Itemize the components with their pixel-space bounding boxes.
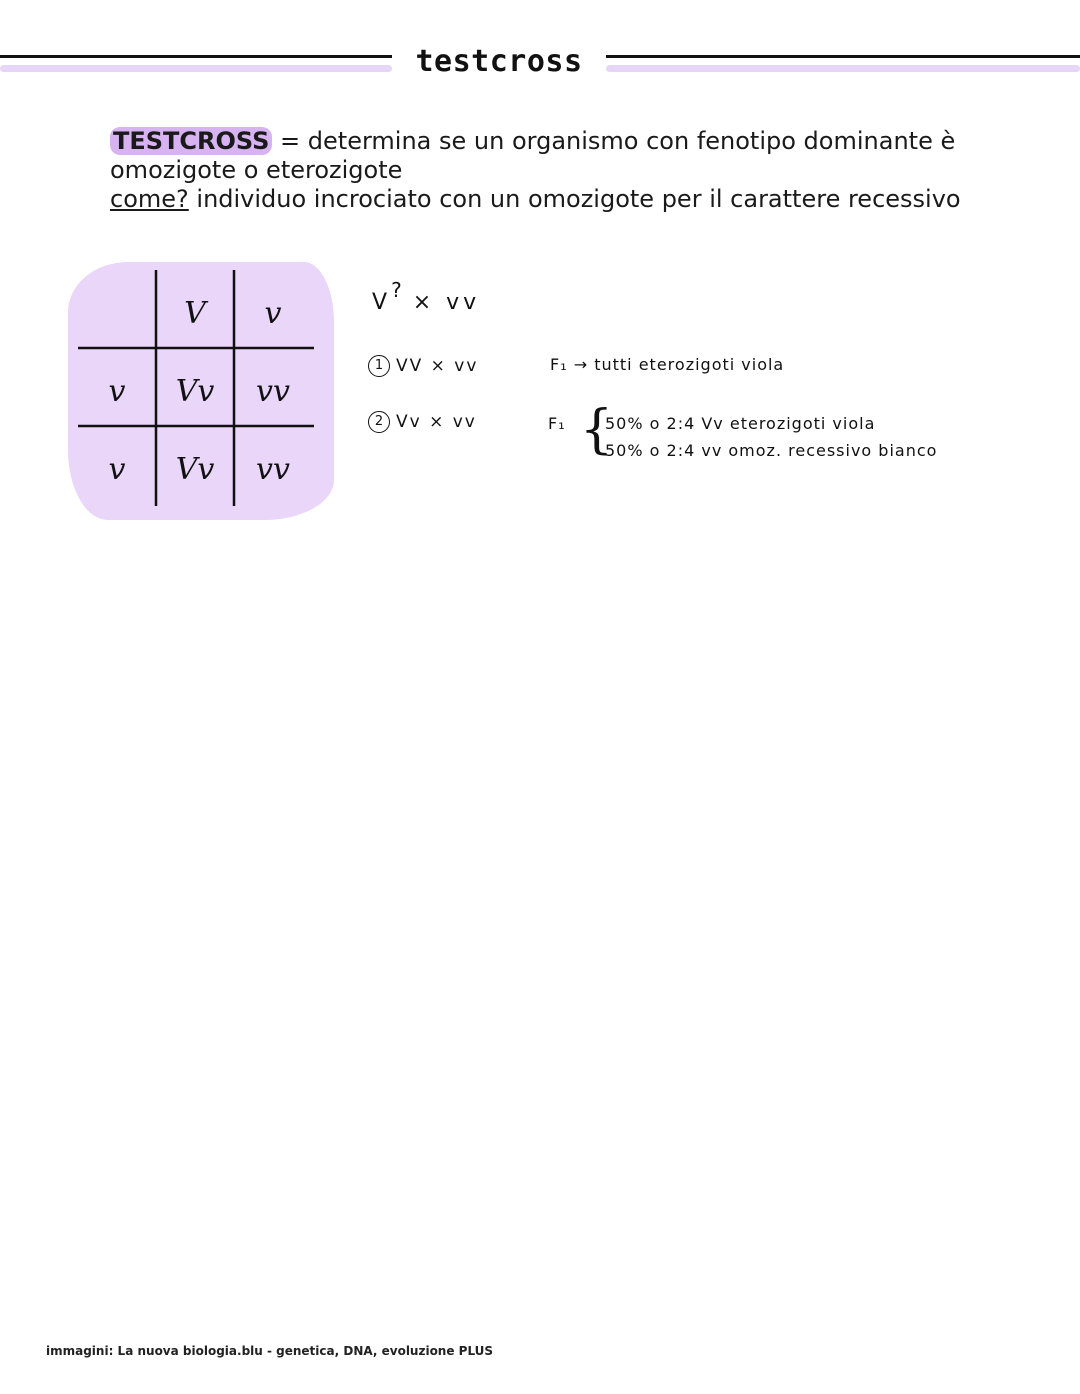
result-line: 50% o 2:4 vv omoz. recessivo bianco bbox=[605, 441, 938, 460]
result-text: tutti eterozigoti viola bbox=[594, 355, 785, 374]
brace-icon: { bbox=[580, 400, 614, 460]
cross-left-genotype: V bbox=[372, 290, 392, 315]
definition-block bbox=[110, 127, 1030, 214]
definition-line-2: omozigote o eterozigote bbox=[110, 156, 403, 184]
title-rule-left bbox=[0, 55, 392, 77]
case-number-badge: 2 bbox=[368, 411, 390, 433]
image-credit: immagini: La nuova biologia.blu - genetica, DNA, evoluzione PLUS bbox=[46, 1344, 494, 1358]
title-rule-right bbox=[606, 55, 1080, 77]
definition-term: TESTCROSS bbox=[110, 127, 272, 155]
punnett-header-top-2: v bbox=[264, 295, 282, 331]
definition-line-1 bbox=[110, 127, 1030, 156]
case-1-cross bbox=[368, 355, 478, 377]
punnett-cell: Vv bbox=[175, 373, 215, 409]
case-2-cross bbox=[368, 411, 477, 433]
page-title: testcross bbox=[415, 44, 583, 79]
result-line: 50% o 2:4 Vv eterozigoti viola bbox=[605, 414, 876, 433]
unknown-allele-mark: ? bbox=[391, 278, 402, 302]
definition-equals: = bbox=[272, 127, 308, 155]
definition-line-3 bbox=[110, 185, 1030, 214]
case-1-result bbox=[550, 355, 784, 374]
case-cross-text: Vv × vv bbox=[396, 412, 477, 432]
generation-label: F₁ bbox=[548, 414, 566, 433]
definition-text: determina se un organismo con fenotipo dominante è bbox=[307, 127, 956, 155]
rule-dark-line bbox=[606, 55, 1080, 58]
punnett-cell: vv bbox=[256, 451, 290, 487]
generation-label: F₁ bbox=[550, 355, 568, 374]
case-number-badge: 1 bbox=[368, 355, 390, 377]
punnett-header-left-1: v bbox=[108, 373, 126, 409]
punnett-cell: Vv bbox=[175, 451, 215, 487]
rule-dark-line bbox=[0, 55, 392, 58]
cross-operator: × bbox=[412, 290, 436, 315]
cross-right-genotype: vv bbox=[446, 290, 481, 315]
case-cross-text: VV × vv bbox=[396, 356, 479, 376]
definition-answer: individuo incrociato con un omozigote per il carattere recessivo bbox=[188, 185, 961, 213]
rule-highlight-line bbox=[0, 65, 392, 72]
punnett-header-left-2: v bbox=[108, 451, 126, 487]
punnett-header-top-1: V bbox=[184, 295, 206, 331]
punnett-cell: vv bbox=[256, 373, 290, 409]
main-cross bbox=[372, 278, 481, 315]
rule-highlight-line bbox=[606, 65, 1080, 72]
definition-question: come? bbox=[110, 185, 189, 213]
arrow-icon: → bbox=[573, 355, 589, 374]
